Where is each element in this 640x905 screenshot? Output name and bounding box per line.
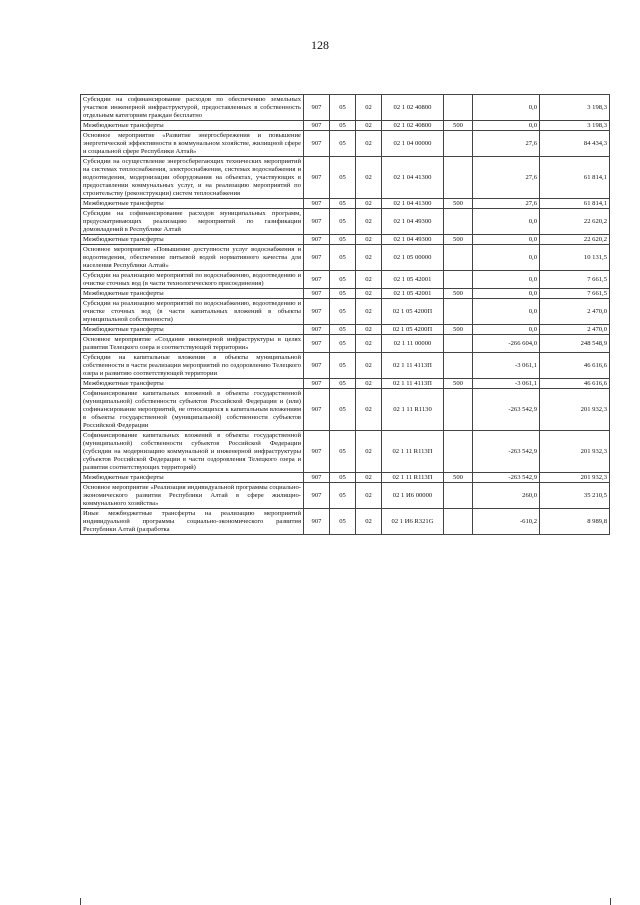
row-amount-total: 35 210,5 (540, 483, 610, 509)
row-description: Основное мероприятие «Повышение доступности услуг водоснабжения и водоотведения, обеспечение питьевой водой нормативного качества для населения Республики Алтай» (81, 245, 304, 271)
table-row (81, 245, 610, 271)
row-description: Субсидии на софинансирование расходов муниципальных программ, предусматривающих реализацию мероприятий по газификации домовладений в Республике Алтай (81, 209, 304, 235)
row-amount-total: 84 434,3 (540, 131, 610, 157)
row-section-code: 05 (330, 131, 356, 157)
row-amount-total: 61 814,1 (540, 157, 610, 199)
table-row (81, 353, 610, 379)
row-grbs-code: 907 (304, 299, 330, 325)
row-description: Основное мероприятие «Реализация индивидуальной программы социально-экономического развития Республики Алтай в сфере жилищно-коммунального хозяйства» (81, 483, 304, 509)
row-description: Субсидии на реализацию мероприятий по водоснабжению, водоотведению и очистке сточных вод (в части технологического присоединения) (81, 271, 304, 289)
row-amount-total: 22 620,2 (540, 235, 610, 245)
row-expense-type-code (444, 353, 473, 379)
row-section-code: 05 (330, 245, 356, 271)
row-section-code: 05 (330, 483, 356, 509)
row-target-item-code: 02 1 04 49300 (382, 235, 444, 245)
row-grbs-code: 907 (304, 95, 330, 121)
row-section-code: 05 (330, 121, 356, 131)
row-grbs-code: 907 (304, 121, 330, 131)
row-subsection-code: 02 (356, 299, 382, 325)
row-amount-change: 27,6 (473, 157, 540, 199)
row-subsection-code: 02 (356, 473, 382, 483)
table-row (81, 157, 610, 199)
row-description: Иные межбюджетные трансферты на реализацию мероприятий индивидуальной программы социально-экономического развития Республики Алтай (разработка (81, 509, 304, 535)
row-subsection-code: 02 (356, 335, 382, 353)
table-row (81, 209, 610, 235)
row-amount-change: 0,0 (473, 235, 540, 245)
row-target-item-code: 02 1 05 4200П (382, 299, 444, 325)
row-amount-change: 0,0 (473, 289, 540, 299)
row-subsection-code: 02 (356, 431, 382, 473)
row-subsection-code: 02 (356, 353, 382, 379)
row-section-code: 05 (330, 95, 356, 121)
row-grbs-code: 907 (304, 509, 330, 535)
row-amount-change: -610,2 (473, 509, 540, 535)
table-row (81, 379, 610, 389)
table-row (81, 299, 610, 325)
row-amount-change: 0,0 (473, 95, 540, 121)
page-number: 128 (311, 38, 329, 52)
table-row (81, 483, 610, 509)
table-row (81, 131, 610, 157)
row-subsection-code: 02 (356, 131, 382, 157)
row-description: Межбюджетные трансферты (81, 121, 304, 131)
row-section-code: 05 (330, 431, 356, 473)
row-description: Межбюджетные трансферты (81, 325, 304, 335)
row-expense-type-code (444, 209, 473, 235)
row-subsection-code: 02 (356, 509, 382, 535)
row-amount-change: 27,6 (473, 199, 540, 209)
row-target-item-code: 02 1 05 00000 (382, 245, 444, 271)
row-expense-type-code (444, 271, 473, 289)
row-target-item-code: 02 1 02 40800 (382, 121, 444, 131)
row-grbs-code: 907 (304, 325, 330, 335)
row-grbs-code: 907 (304, 389, 330, 431)
row-subsection-code: 02 (356, 271, 382, 289)
table-row (81, 335, 610, 353)
row-expense-type-code (444, 131, 473, 157)
row-description: Субсидии на софинансирование расходов по обеспечению земельных участков инженерной инфраструктурой, предоставленных в собственность отдельным категориям граждан бесплатно (81, 95, 304, 121)
row-amount-change: 0,0 (473, 299, 540, 325)
row-subsection-code: 02 (356, 379, 382, 389)
row-section-code: 05 (330, 157, 356, 199)
row-amount-change: -263 542,9 (473, 431, 540, 473)
row-expense-type-code: 500 (444, 473, 473, 483)
row-amount-total: 46 616,6 (540, 353, 610, 379)
row-amount-change: 0,0 (473, 209, 540, 235)
table-row (81, 235, 610, 245)
row-expense-type-code: 500 (444, 121, 473, 131)
row-amount-total: 7 661,5 (540, 289, 610, 299)
row-description: Межбюджетные трансферты (81, 199, 304, 209)
row-expense-type-code (444, 509, 473, 535)
row-amount-total: 201 932,3 (540, 389, 610, 431)
row-target-item-code: 02 1 02 40800 (382, 95, 444, 121)
row-amount-change: 0,0 (473, 245, 540, 271)
row-grbs-code: 907 (304, 131, 330, 157)
row-grbs-code: 907 (304, 271, 330, 289)
row-description: Межбюджетные трансферты (81, 235, 304, 245)
row-amount-change: 260,0 (473, 483, 540, 509)
row-target-item-code: 02 1 04 49300 (382, 209, 444, 235)
row-section-code: 05 (330, 199, 356, 209)
row-target-item-code: 02 1 И6 R321G (382, 509, 444, 535)
row-section-code: 05 (330, 509, 356, 535)
row-expense-type-code: 500 (444, 289, 473, 299)
row-description: Межбюджетные трансферты (81, 289, 304, 299)
row-target-item-code: 02 1 05 4200П (382, 325, 444, 335)
table-row (81, 389, 610, 431)
row-section-code: 05 (330, 299, 356, 325)
row-target-item-code: 02 1 04 00000 (382, 131, 444, 157)
table-row (81, 121, 610, 131)
row-amount-change: 0,0 (473, 121, 540, 131)
row-description: Субсидии на осуществление энергосберегающих технических мероприятий на системах теплоснабжения, электроснабжения, системах водоснабжения и водоотведения, модернизации оборудования на объектах, участвующих в предоставлении коммунальных услуг, и на реализацию мероприятий по строительству (реконструкции) систем теплоснабжения (81, 157, 304, 199)
row-description: Межбюджетные трансферты (81, 473, 304, 483)
row-amount-total: 22 620,2 (540, 209, 610, 235)
row-amount-change: -263 542,9 (473, 473, 540, 483)
row-subsection-code: 02 (356, 121, 382, 131)
row-section-code: 05 (330, 353, 356, 379)
row-amount-total: 10 131,5 (540, 245, 610, 271)
row-amount-change: 0,0 (473, 271, 540, 289)
row-section-code: 05 (330, 473, 356, 483)
row-target-item-code: 02 1 04 41300 (382, 157, 444, 199)
row-amount-change: -3 061,1 (473, 353, 540, 379)
row-subsection-code: 02 (356, 483, 382, 509)
row-section-code: 05 (330, 209, 356, 235)
row-grbs-code: 907 (304, 473, 330, 483)
row-subsection-code: 02 (356, 245, 382, 271)
row-section-code: 05 (330, 271, 356, 289)
table-body (81, 95, 610, 535)
table-row (81, 325, 610, 335)
row-target-item-code: 02 1 11 4113П (382, 379, 444, 389)
row-description: Межбюджетные трансферты (81, 379, 304, 389)
row-amount-total: 2 470,0 (540, 299, 610, 325)
row-target-item-code: 02 1 11 00000 (382, 335, 444, 353)
row-amount-total: 46 616,6 (540, 379, 610, 389)
row-subsection-code: 02 (356, 289, 382, 299)
table-row (81, 509, 610, 535)
row-expense-type-code: 500 (444, 325, 473, 335)
row-target-item-code: 02 1 И6 00000 (382, 483, 444, 509)
row-amount-change: 27,6 (473, 131, 540, 157)
row-amount-total: 7 661,5 (540, 271, 610, 289)
row-expense-type-code: 500 (444, 379, 473, 389)
row-section-code: 05 (330, 335, 356, 353)
row-expense-type-code (444, 95, 473, 121)
row-amount-total: 61 814,1 (540, 199, 610, 209)
row-subsection-code: 02 (356, 325, 382, 335)
row-target-item-code: 02 1 11 R1130 (382, 389, 444, 431)
row-description: Субсидии на реализацию мероприятий по водоснабжению, водоотведению и очистке сточных вод (в части капитальных вложений в объекты муниципальной собственности) (81, 299, 304, 325)
row-expense-type-code (444, 431, 473, 473)
row-grbs-code: 907 (304, 431, 330, 473)
budget-table (80, 94, 610, 535)
table-row (81, 473, 610, 483)
row-target-item-code: 02 1 05 42001 (382, 271, 444, 289)
row-grbs-code: 907 (304, 483, 330, 509)
row-description: Основное мероприятие «Создание инженерной инфраструктуры в целях развития Телецкого озера и соответствующей территории» (81, 335, 304, 353)
row-expense-type-code: 500 (444, 199, 473, 209)
row-amount-change: -266 604,0 (473, 335, 540, 353)
table-row (81, 431, 610, 473)
row-description: Софинансирование капитальных вложений в объекты государственной (муниципальной) собственности субъектов Российской Федерации и (или) софинансирование мероприятий, не относящихся к капитальным вложениям в объекты государственной (муниципальной) собственности субъектов Российской Федерации (81, 389, 304, 431)
row-grbs-code: 907 (304, 289, 330, 299)
row-section-code: 05 (330, 235, 356, 245)
row-grbs-code: 907 (304, 379, 330, 389)
row-amount-total: 2 470,0 (540, 325, 610, 335)
table-row (81, 95, 610, 121)
row-grbs-code: 907 (304, 335, 330, 353)
row-section-code: 05 (330, 289, 356, 299)
row-expense-type-code: 500 (444, 235, 473, 245)
row-description: Основное мероприятие «Развитие энергосбережения и повышение энергетической эффективности в коммунальном хозяйстве, жилищной сфере и социальной сфере Республики Алтай» (81, 131, 304, 157)
row-expense-type-code (444, 335, 473, 353)
row-grbs-code: 907 (304, 353, 330, 379)
row-description: Софинансирование капитальных вложений в объекты государственной (муниципальной) собственности субъектов Российской Федерации (субсидии на модернизацию коммунальной и инженерной инфраструктуры субъектов Российской Федерации в части оздоровления Телецкого озера и развития соответствующих территорий) (81, 431, 304, 473)
table-row (81, 271, 610, 289)
row-amount-total: 3 198,3 (540, 121, 610, 131)
row-grbs-code: 907 (304, 157, 330, 199)
row-target-item-code: 02 1 11 R113П (382, 473, 444, 483)
row-subsection-code: 02 (356, 235, 382, 245)
row-subsection-code: 02 (356, 389, 382, 431)
row-grbs-code: 907 (304, 199, 330, 209)
row-amount-total: 201 932,3 (540, 431, 610, 473)
row-subsection-code: 02 (356, 199, 382, 209)
row-grbs-code: 907 (304, 245, 330, 271)
row-subsection-code: 02 (356, 209, 382, 235)
row-subsection-code: 02 (356, 157, 382, 199)
table-row (81, 199, 610, 209)
row-description: Субсидии на капитальные вложения в объекты муниципальной собственности в части реализации мероприятий по оздоровлению Телецкого озера и развитию соответствующей территории (81, 353, 304, 379)
row-amount-total: 248 548,9 (540, 335, 610, 353)
row-target-item-code: 02 1 05 42001 (382, 289, 444, 299)
row-amount-change: -3 061,1 (473, 379, 540, 389)
row-grbs-code: 907 (304, 209, 330, 235)
table-continuation (80, 898, 611, 905)
row-amount-total: 201 932,3 (540, 473, 610, 483)
row-amount-change: 0,0 (473, 325, 540, 335)
row-section-code: 05 (330, 379, 356, 389)
row-expense-type-code (444, 157, 473, 199)
row-grbs-code: 907 (304, 235, 330, 245)
row-expense-type-code (444, 299, 473, 325)
row-expense-type-code (444, 483, 473, 509)
row-target-item-code: 02 1 04 41300 (382, 199, 444, 209)
row-subsection-code: 02 (356, 95, 382, 121)
row-section-code: 05 (330, 389, 356, 431)
row-section-code: 05 (330, 325, 356, 335)
row-expense-type-code (444, 389, 473, 431)
row-target-item-code: 02 1 11 4113П (382, 353, 444, 379)
row-target-item-code: 02 1 11 R113П (382, 431, 444, 473)
row-amount-change: -263 542,9 (473, 389, 540, 431)
table-row (81, 289, 610, 299)
row-expense-type-code (444, 245, 473, 271)
row-amount-total: 8 989,8 (540, 509, 610, 535)
row-amount-total: 3 198,3 (540, 95, 610, 121)
